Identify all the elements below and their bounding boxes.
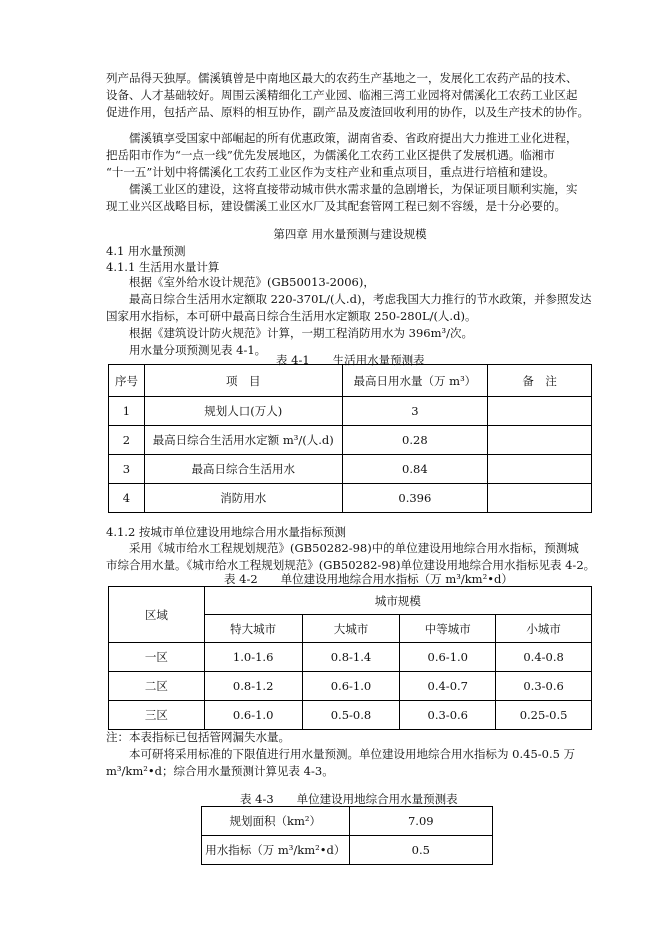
text-line: 国家用水指标，本可研中最高日综合生活用水定额取 250-280L/(人.d)。 <box>106 309 477 323</box>
table-cell: 0.396 <box>342 484 488 513</box>
table-cell: 7.09 <box>349 807 492 836</box>
table-cell: 0.5 <box>349 836 492 865</box>
table-cell: 三区 <box>109 701 205 730</box>
table-cell: 0.25-0.5 <box>496 701 592 730</box>
table-cell: 消防用水 <box>144 484 342 513</box>
table-cell: 规划人口(万人) <box>144 397 342 426</box>
table-cell: 0.8-1.4 <box>302 643 400 672</box>
table-header-row <box>109 365 592 397</box>
table-cell: 二区 <box>109 672 205 701</box>
table-row <box>109 643 592 672</box>
text-line: 最高日综合生活用水定额取 220-370L/(人.d)，考虑我国大力推行的节水政策，并参照发达 <box>106 292 592 306</box>
header-cell: 城市规模 <box>204 587 591 615</box>
intro-paragraph-1 <box>106 70 594 121</box>
table-cell <box>488 455 592 484</box>
table-4-2-caption: 表 4-2 单位建设用地综合用水指标（万 m³/km²•d） <box>224 572 513 586</box>
table-cell: 0.8-1.2 <box>204 672 302 701</box>
text-line: 把岳阳市作为“一点一线”优先发展地区，为儒溪化工农药工业区提供了发展机遇。临湘市 <box>106 148 555 162</box>
table-cell: 用水指标（万 m³/km²•d） <box>202 836 350 865</box>
text-line: 注：本表指标已包括管网漏失水量。 <box>106 730 290 744</box>
text-line: 儒溪工业区的建设，这将直接带动城市供水需求量的急剧增长，为保证项目顺利实施，实 <box>106 182 578 196</box>
table-row <box>109 426 592 455</box>
table-row <box>202 807 493 836</box>
table-cell: 0.4-0.8 <box>496 643 592 672</box>
text-line: m³/km²•d；综合用水量预测计算见表 4-3。 <box>106 764 334 778</box>
table-cell: 2 <box>109 426 145 455</box>
table-cell: 0.6-1.0 <box>400 643 496 672</box>
chapter-title: 第四章 用水量预测与建设规模 <box>273 227 427 241</box>
table-row <box>109 484 592 513</box>
table-cell: 最高日综合生活用水定额 m³/(人.d) <box>144 426 342 455</box>
section-heading-4-1-1: 4.1.1 生活用水量计算 <box>106 260 220 274</box>
text-line: 促进作用，包括产品、原料的相互协作，副产品及废渣回收利用的协作，以及生产技术的协作。 <box>106 105 589 119</box>
table-cell: 0.84 <box>342 455 488 484</box>
table-4-3 <box>201 806 493 865</box>
table-header-row <box>109 587 592 615</box>
table-cell: 4 <box>109 484 145 513</box>
table-cell: 0.3-0.6 <box>496 672 592 701</box>
text-line: 现工业兴区战略目标，建设儒溪工业区水厂及其配套管网工程已刻不容缓，是十分必要的。 <box>106 199 566 213</box>
table-cell: 0.5-0.8 <box>302 701 400 730</box>
text-line: 列产品得天独厚。儒溪镇曾是中南地区最大的农药生产基地之一，发展化工农药产品的技术、 <box>106 71 578 85</box>
section-4-1-2-body <box>106 540 594 574</box>
header-cell: 大城市 <box>302 615 400 643</box>
text-line: 本可研将采用标准的下限值进行用水量预测。单位建设用地综合用水指标为 0.45-0.5 万 <box>106 747 576 761</box>
table-cell: 规划面积（km²） <box>202 807 350 836</box>
table-cell: 0.6-1.0 <box>302 672 400 701</box>
text-line: 市综合用水量。《城市给水工程规划规范》(GB50282-98)单位建设用地综合用水指标见表 4-2。 <box>106 558 596 572</box>
text-line: “十一五”计划中将儒溪化工农药工业区作为支柱产业和重点项目，重点进行培植和建设。 <box>106 165 555 179</box>
header-cell: 特大城市 <box>204 615 302 643</box>
table-row <box>202 836 493 865</box>
table-cell <box>488 484 592 513</box>
table-cell <box>488 397 592 426</box>
header-cell: 中等城市 <box>400 615 496 643</box>
text-line: 儒溪镇享受国家中部崛起的所有优惠政策，湖南省委、省政府提出大力推进工业化进程， <box>106 131 578 145</box>
table-cell: 0.6-1.0 <box>204 701 302 730</box>
table-cell: 最高日综合生活用水 <box>144 455 342 484</box>
table-cell: 一区 <box>109 643 205 672</box>
table-4-2 <box>108 586 592 730</box>
header-cell: 区域 <box>109 587 205 643</box>
header-cell: 小城市 <box>496 615 592 643</box>
intro-paragraph-2 <box>106 130 594 215</box>
table-cell: 3 <box>342 397 488 426</box>
text-line: 根据《室外给水设计规范》(GB50013-2006)， <box>106 275 375 289</box>
table-row <box>109 701 592 730</box>
text-line: 用水量分项预测见表 4-1。 <box>106 343 267 357</box>
table-4-1 <box>108 364 592 513</box>
header-cell: 备 注 <box>488 365 592 397</box>
table-cell: 3 <box>109 455 145 484</box>
table-4-1-caption: 表 4-1 生活用水量预测表 <box>276 353 425 367</box>
table-cell: 0.4-0.7 <box>400 672 496 701</box>
table-row <box>109 672 592 701</box>
table-cell <box>488 426 592 455</box>
header-cell: 最高日用水量（万 m³） <box>342 365 488 397</box>
table-row <box>109 397 592 426</box>
text-line: 采用《城市给水工程规划规范》(GB50282-98)中的单位建设用地综合用水指标，预测城 <box>106 541 579 555</box>
section-heading-4-1: 4.1 用水量预测 <box>106 244 186 258</box>
header-cell: 项 目 <box>144 365 342 397</box>
table-cell: 1.0-1.6 <box>204 643 302 672</box>
table-4-3-caption: 表 4-3 单位建设用地综合用水量预测表 <box>240 792 458 806</box>
table-cell: 0.28 <box>342 426 488 455</box>
section-4-1-1-body <box>106 274 594 359</box>
table-4-2-note <box>106 729 594 780</box>
section-heading-4-1-2: 4.1.2 按城市单位建设用地综合用水量指标预测 <box>106 525 346 539</box>
text-line: 设备、人才基础较好。周围云溪精细化工产业园、临湘三湾工业园将对儒溪化工农药工业区起 <box>106 88 578 102</box>
table-cell: 1 <box>109 397 145 426</box>
text-line: 根据《建筑设计防火规范》计算，一期工程消防用水为 396m³/次。 <box>106 326 473 340</box>
header-cell: 序号 <box>109 365 145 397</box>
table-cell: 0.3-0.6 <box>400 701 496 730</box>
table-row <box>109 455 592 484</box>
